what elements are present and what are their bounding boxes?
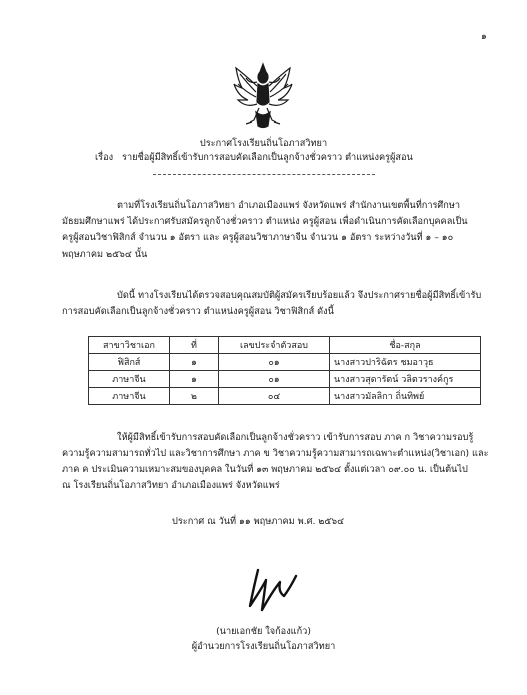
signature-icon (244, 566, 300, 616)
paragraph1-line: ตามที่โรงเรียนถิ่นโอภาสวิทยา อำเภอเมืองแพร่ จังหวัดแพร่ สำนักงานเขตพื้นที่การศึกษา (117, 200, 461, 211)
name-cell: นางสาวสุดารัตน์ วลิตวรางค์กูร (330, 371, 481, 388)
table-row (89, 388, 481, 405)
number-cell: ๒ (170, 388, 219, 405)
subject-line (95, 151, 413, 164)
paragraph3-line: ความรู้ความสามารถทั่วไป และวิชาการศึกษา ภาค ข วิชาความรู้ความสามารถเฉพาะตำแหน่ง(วิชาเอก) และ (62, 448, 489, 459)
subject-label: เรื่อง (95, 152, 114, 163)
column-header: ชื่อ-สกุล (330, 337, 481, 354)
paragraph2-line: การสอบคัดเลือกเป็นลูกจ้างชั่วคราว ตำแหน่งครูผู้สอน วิชาฟิสิกส์ ดังนี้ (62, 306, 334, 317)
signer-name: (นายเอกชัย ใจก้องแก้ว) (216, 626, 311, 637)
signer-position: ผู้อำนวยการโรงเรียนถิ่นโอภาสวิทยา (191, 641, 336, 652)
page-number: ๑ (481, 31, 487, 42)
exam-id-cell: ๐๑ (219, 354, 330, 371)
name-cell: นางสาวปาริฉัตร ชมอาวุธ (330, 354, 481, 371)
paragraph3-line: ให้ผู้มีสิทธิ์เข้ารับการสอบคัดเลือกเป็นลูกจ้างชั่วคราว เข้ารับการสอบ ภาค ก วิชาความรอบรู้ (117, 432, 474, 443)
column-header: สาขาวิชาเอก (89, 337, 170, 354)
candidates-table (88, 336, 481, 405)
column-header: เลขประจำตัวสอบ (219, 337, 330, 354)
major-cell: ภาษาจีน (89, 388, 170, 405)
major-cell: ฟิสิกส์ (89, 354, 170, 371)
number-cell: ๑ (170, 371, 219, 388)
title-divider (153, 174, 375, 175)
announcement-title: ประกาศโรงเรียนถิ่นโอภาสวิทยา (199, 138, 328, 149)
name-cell: นางสาวมัลลิกา ถิ่นทิพย์ (330, 388, 481, 405)
garuda-emblem-icon (232, 62, 294, 130)
announcement-date: ประกาศ ณ วันที่ ๑๑ พฤษภาคม พ.ศ. ๒๕๖๔ (172, 516, 345, 527)
table-header-row (89, 337, 481, 354)
subject-text: รายชื่อผู้มีสิทธิ์เข้ารับการสอบคัดเลือกเป็นลูกจ้างชั่วคราว ตำแหน่งครูผู้สอน (122, 152, 413, 163)
paragraph3-line: ภาค ค ประเมินความเหมาะสมของบุคคล ในวันที่ ๑๓ พฤษภาคม ๒๕๖๔ ตั้งแต่เวลา ๐๙.๐๐ น. เป็นต้นไป (62, 464, 468, 475)
paragraph1-line: ครูผู้สอนวิชาฟิสิกส์ จำนวน ๑ อัตรา และ ครูผู้สอนวิชาภาษาจีน จำนวน ๑ อัตรา ระหว่างวันที่ ๑ – ๑๐ (62, 232, 454, 243)
exam-id-cell: ๐๑ (219, 371, 330, 388)
column-header: ที่ (170, 337, 219, 354)
exam-id-cell: ๐๔ (219, 388, 330, 405)
table-row (89, 354, 481, 371)
paragraph3-line: ณ โรงเรียนถิ่นโอภาสวิทยา อำเภอเมืองแพร่ จังหวัดแพร่ (62, 480, 280, 491)
paragraph1-line: มัธยมศึกษาแพร่ ได้ประกาศรับสมัครลูกจ้างชั่วคราว ตำแหน่ง ครูผู้สอน เพื่อดำเนินการคัดเลือกบุคคลเป็น (62, 216, 468, 227)
table-row (89, 371, 481, 388)
paragraph1-line: พฤษภาคม ๒๕๖๔ นั้น (62, 249, 148, 260)
paragraph2-line: บัดนี้ ทางโรงเรียนได้ตรวจสอบคุณสมบัติผู้สมัครเรียบร้อยแล้ว จึงประกาศรายชื่อผู้มีสิทธิ์เข้ารับ (117, 290, 482, 301)
number-cell: ๑ (170, 354, 219, 371)
major-cell: ภาษาจีน (89, 371, 170, 388)
